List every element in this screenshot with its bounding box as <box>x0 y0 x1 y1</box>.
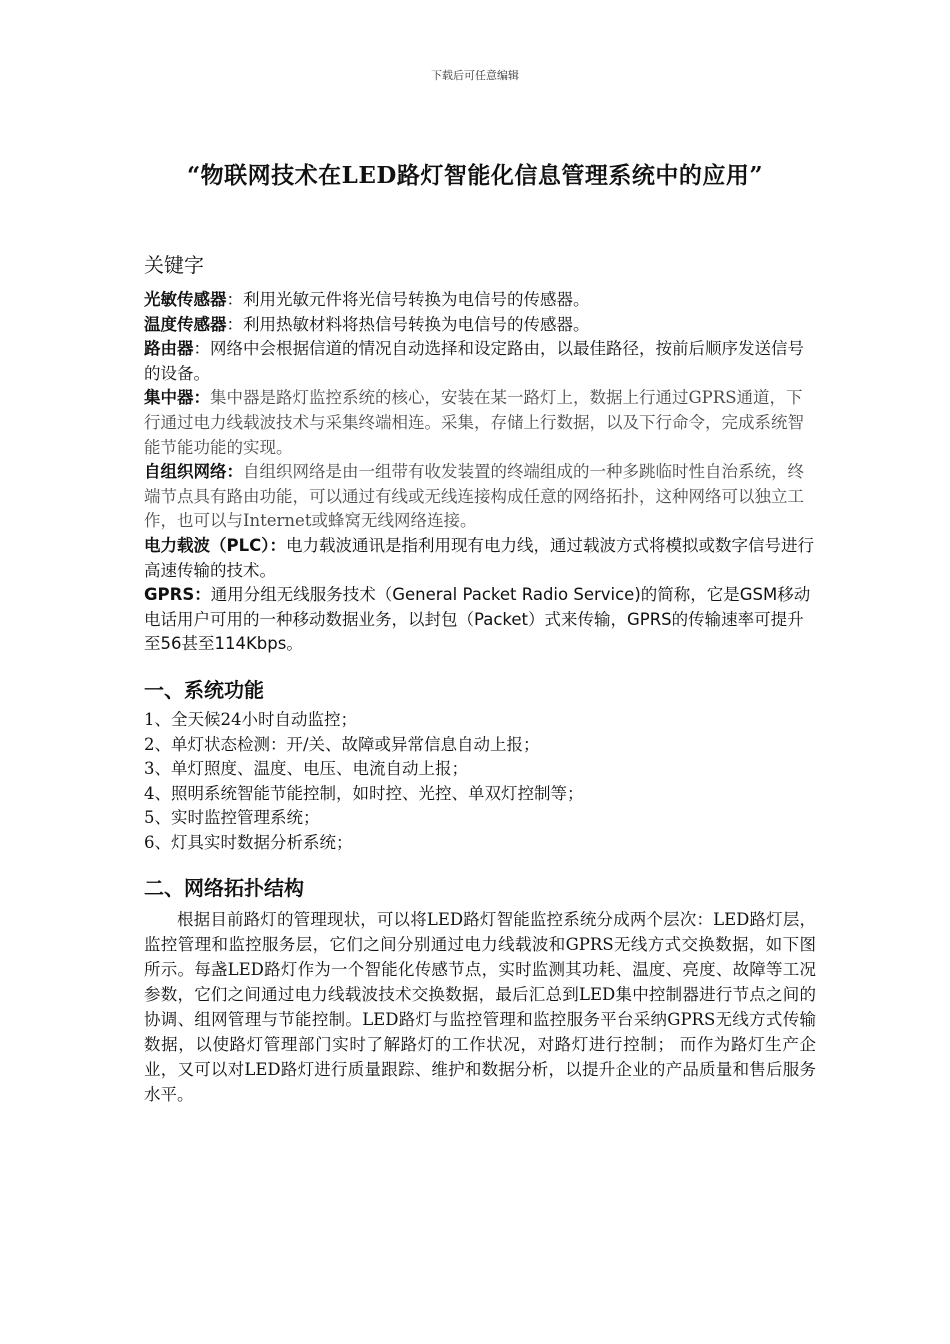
list-item: 2、单灯状态检测：开/关、故障或异常信息自动上报； <box>144 734 540 754</box>
keyword-term: 路由器 <box>144 339 194 359</box>
section-heading-system-functions: 一、系统功能 <box>144 678 264 702</box>
keywords-list <box>144 288 816 657</box>
keyword-item <box>144 337 816 386</box>
list-item: 3、单灯照度、温度、电压、电流自动上报； <box>144 759 468 779</box>
keyword-item <box>144 313 816 338</box>
keyword-definition: 电力载波通讯是指利用现有电力线，通过载波方式将模拟或数字信号进行高速传输的技术。 <box>144 535 814 580</box>
keyword-definition: 利用光敏元件将光信号转换为电信号的传感器。 <box>243 290 590 309</box>
keyword-item <box>144 534 816 583</box>
document-title: “物联网技术在LED路灯智能化信息管理系统中的应用” <box>186 162 764 189</box>
keyword-term: 温度传感器 <box>144 314 227 334</box>
header-note: 下载后可任意编辑 <box>431 69 519 82</box>
keywords-heading: 关键字 <box>144 253 204 277</box>
keyword-item <box>144 288 816 313</box>
keyword-separator: ： <box>226 290 243 309</box>
keyword-definition: 利用热敏材料将热信号转换为电信号的传感器。 <box>243 314 590 334</box>
keyword-definition: 自组织网络是由一组带有收发装置的终端组成的一种多跳临时性自治系统，终端节点具有路由功能，可以通过有线或无线连接构成任意的网络拓扑，这种网络可以独立工作，也可以与Internet或蜂窝无线网络连接。 <box>144 462 804 531</box>
list-item: 6、灯具实时数据分析系统； <box>144 832 353 852</box>
list-item: 5、实时监控管理系统； <box>144 808 320 828</box>
keyword-definition: 集中器是路灯监控系统的核心，安装在某一路灯上，数据上行通过GPRS通道，下行通过电力线载波技术与采集终端相连。采集，存储上行数据，以及下行命令，完成系统智能节能功能的实现。 <box>144 388 804 457</box>
function-list <box>144 708 816 856</box>
keyword-item <box>144 386 816 460</box>
keyword-definition: 通用分组无线服务技术（General Packet Radio Service)的简称，它是GSM移动电话用户可用的一种移动数据业务，以封包（Packet）式来传输，GPRS的传输速率可提升至56甚至114Kbps。 <box>144 585 811 654</box>
keyword-term: 自组织网络： <box>144 462 243 482</box>
keyword-item <box>144 460 816 534</box>
keyword-term: GPRS： <box>144 585 211 605</box>
keyword-term: 集中器： <box>144 388 210 408</box>
keyword-term: 电力载波（PLC）： <box>144 535 286 555</box>
keyword-term: 光敏传感器 <box>144 290 227 309</box>
list-item: 4、照明系统智能节能控制，如时控、光控、单双灯控制等； <box>144 783 584 803</box>
list-item: 1、全天候24小时自动监控； <box>144 710 357 729</box>
keyword-separator: ： <box>226 314 243 334</box>
keyword-definition: 网络中会根据信道的情况自动选择和设定路由，以最佳路径，按前后顺序发送信号的设备。 <box>144 339 804 383</box>
topology-paragraph: 根据目前路灯的管理现状，可以将LED路灯智能监控系统分成两个层次：LED路灯层，监控管理和监控服务层，它们之间分别通过电力线载波和GPRS无线方式交换数据，如下图所示。每盏LED路灯作为一个智能化传感节点，实时监测其功耗、温度、亮度、故障等工况参数，它们之间通过电力线载波技术交换数据，最后汇总到LED集中控制器进行节点之间的协调、组网管理与节能控制。LED路灯与监控管理和监控服务平台采纳GPRS无线方式传输数据，以使路灯管理部门实时了解路灯的工作状况，对路灯进行控制； 而作为路灯生产企业，又可以对LED路灯进行质量跟踪、维护和数据分析，以提升企业的产品质量和售后服务水平。 <box>144 910 816 1104</box>
section-heading-network-topology: 二、网络拓扑结构 <box>144 876 304 900</box>
keyword-item <box>144 583 816 657</box>
keyword-separator: ： <box>193 339 210 359</box>
